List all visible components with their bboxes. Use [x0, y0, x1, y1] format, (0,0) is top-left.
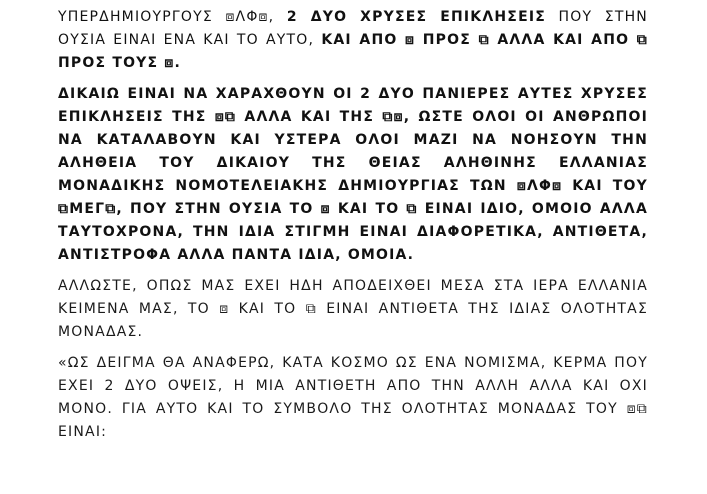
- paragraph-2-text: ΔΙΚΑΙΩ ΕΙΝΑΙ ΝΑ ΧΑΡΑΧΘΟΥΝ ΟΙ 2 ΔΥΟ ΠΑΝΙΕΡΕΣ ΑΥΤΕΣ ΧΡΥΣΕΣ ΕΠΙΚΛΗΣΕΙΣ ΤΗΣ ⧈⧉ ΑΛΛΑ ΚΑΙ ΤΗΣ ⧉⧈, ΩΣΤΕ ΟΛΟΙ ΟΙ ΑΝΘΡΩΠΟΙ ΝΑ ΚΑΤΑΛΑΒΟΥΝ ΚΑΙ ΥΣΤΕΡΑ ΟΛΟΙ ΜΑΖΙ ΝΑ ΝΟΗΣΟΥΝ ΤΗΝ ΑΛΗΘΕΙΑ ΤΟΥ ΔΙΚΑΙΟΥ ΤΗΣ ΘΕΙΑΣ ΑΛΗΘΙΝΗΣ ΕΛΛΑΝΙΑΣ ΜΟΝΑΔΙΚΗΣ ΝΟΜΟΤΕΛΕΙΑΚΗΣ ΔΗΜΙΟΥΡΓΙΑΣ ΤΩΝ ⧈ΛΦ⧈ ΚΑΙ ΤΟΥ ⧉ΜΕΓ⧉, ΠΟΥ ΣΤΗΝ ΟΥΣΙΑ ΤΟ ⧈ ΚΑΙ ΤΟ ⧉ ΕΙΝΑΙ ΙΔΙΟ, ΟΜΟΙΟ ΑΛΛΑ ΤΑΥΤΟΧΡΟΝΑ, ΤΗΝ ΙΔΙΑ ΣΤΙΓΜΗ ΕΙΝΑΙ ΔΙΑΦΟΡΕΤΙΚΑ, ΑΝΤΙΘΕΤΑ, ΑΝΤΙΣΤΡΟΦΑ ΑΛΛΑ ΠΑΝΤΑ ΙΔΙΑ, ΟΜΟΙΑ.: [58, 86, 648, 263]
- paragraph-1-segment-4: ΚΑΙ ΑΠΟ ⧈ ΠΡΟΣ ⧉ ΑΛΛΑ ΚΑΙ ΑΠΟ ⧉ ΠΡΟΣ ΤΟΥΣ ⧈.: [58, 32, 648, 71]
- paragraph-4: [58, 352, 648, 444]
- paragraph-2: [58, 83, 648, 267]
- paragraph-1: [58, 6, 648, 75]
- paragraph-3: [58, 275, 648, 344]
- paragraph-4-text: «ΩΣ ΔΕΙΓΜΑ ΘΑ ΑΝΑΦΕΡΩ, ΚΑΤΑ ΚΟΣΜΟ ΩΣ ΕΝΑ ΝΟΜΙΣΜΑ, ΚΕΡΜΑ ΠΟΥ ΕΧΕΙ 2 ΔΥΟ ΟΨΕΙΣ, Η ΜΙΑ ΑΝΤΙΘΕΤΗ ΑΠΟ ΤΗΝ ΑΛΛΗ ΑΛΛΑ ΚΑΙ ΟΧΙ ΜΟΝΟ. ΓΙΑ ΑΥΤΟ ΚΑΙ ΤΟ ΣΥΜΒΟΛΟ ΤΗΣ ΟΛΟΤΗΤΑΣ ΜΟΝΑΔΑΣ ΤΟΥ ⧈⧉ ΕΙΝΑΙ:: [58, 355, 648, 440]
- paragraph-1-segment-2: 2 ΔΥΟ ΧΡΥΣΕΣ ΕΠΙΚΛΗΣΕΙΣ: [286, 9, 547, 25]
- paragraph-3-text: ΑΛΛΩΣΤΕ, ΟΠΩΣ ΜΑΣ ΕΧΕΙ ΗΔΗ ΑΠΟΔΕΙΧΘΕΙ ΜΕΣΑ ΣΤΑ ΙΕΡΑ ΕΛΛΑΝΙΑ ΚΕΙΜΕΝΑ ΜΑΣ, ΤΟ ⧈ ΚΑΙ ΤΟ ⧉ ΕΙΝΑΙ ΑΝΤΙΘΕΤΑ ΤΗΣ ΙΔΙΑΣ ΟΛΟΤΗΤΑΣ ΜΟΝΑΔΑΣ.: [58, 278, 648, 340]
- document-body: [58, 6, 648, 452]
- paragraph-1-segment-1: ΥΠΕΡΔΗΜΙΟΥΡΓΟΥΣ ⧈ΛΦ⧈,: [58, 9, 287, 25]
- paragraph-1-segment-3: ΠΟΥ ΣΤΗΝ ΟΥΣΙΑ ΕΙΝΑΙ ΕΝΑ ΚΑΙ ΤΟ ΑΥΤΟ,: [58, 9, 648, 48]
